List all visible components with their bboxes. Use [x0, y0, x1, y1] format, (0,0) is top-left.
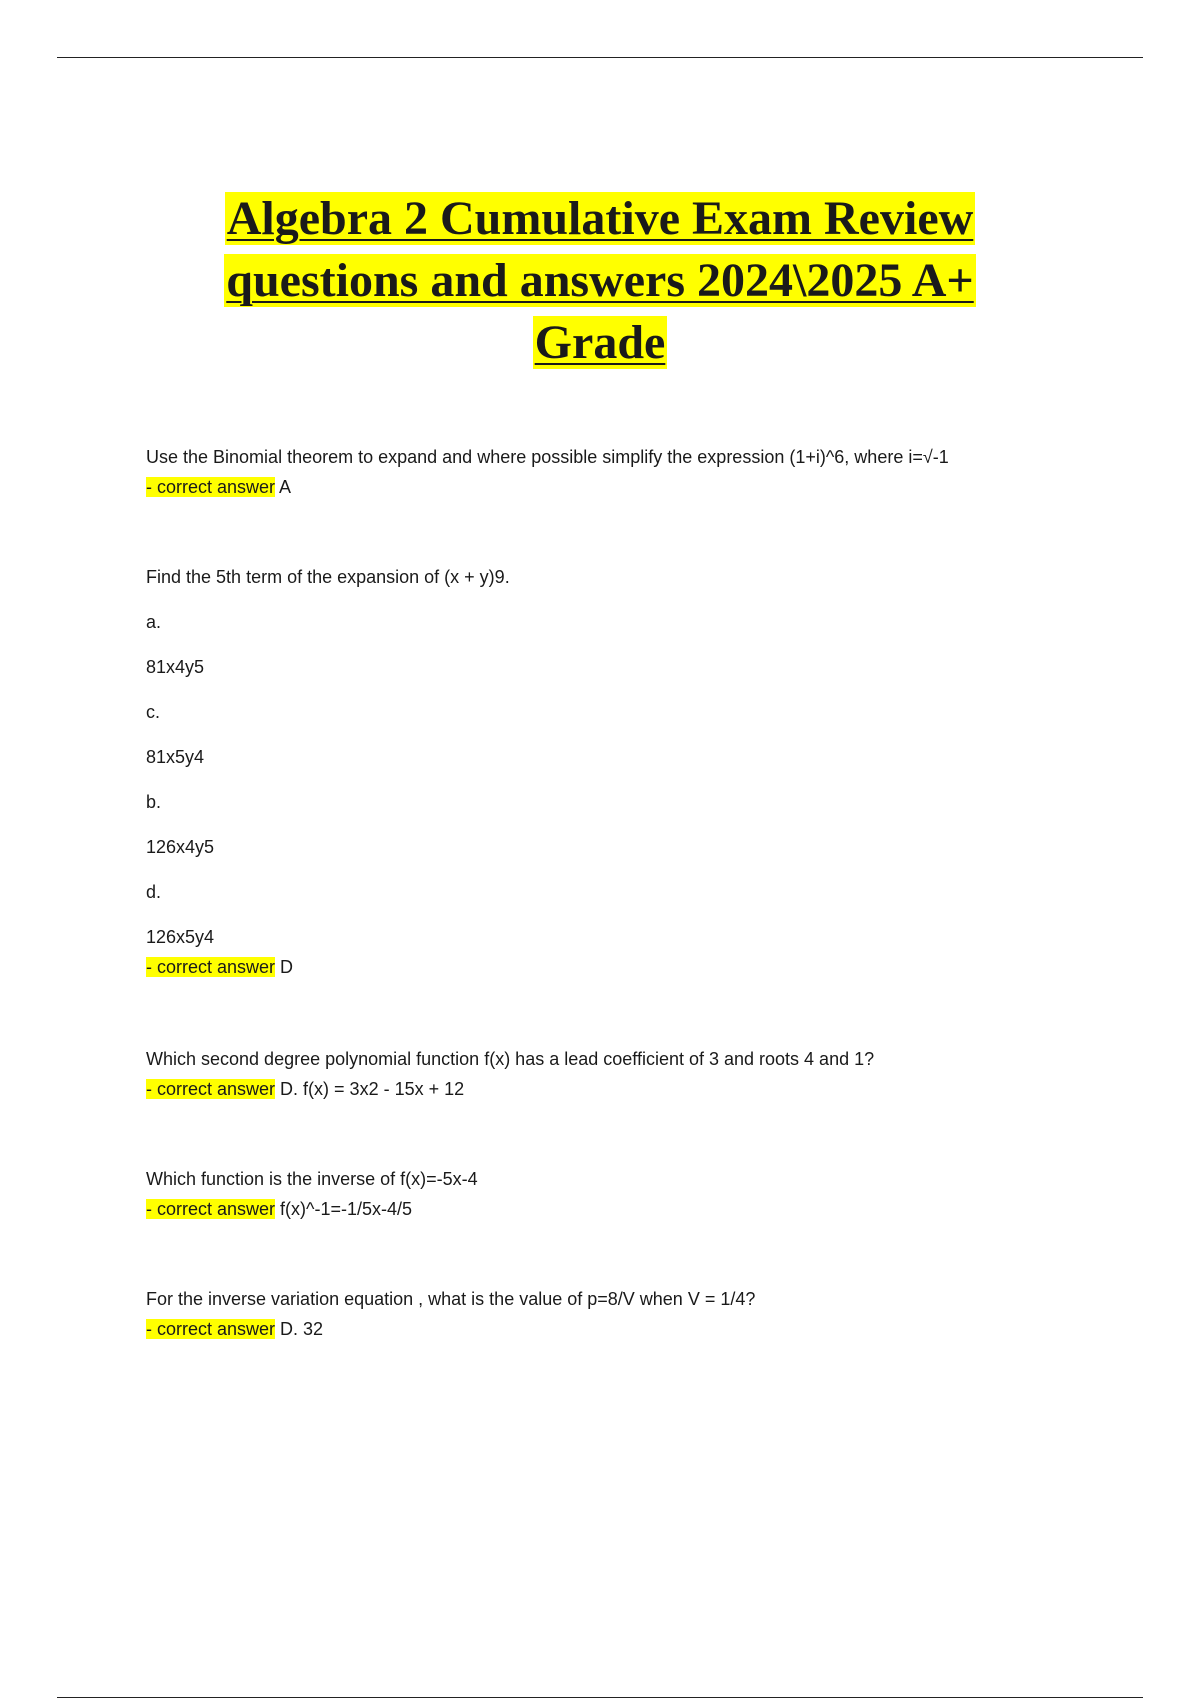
title-line-3: Grade	[534, 316, 666, 369]
question-3-answer	[146, 1074, 874, 1104]
question-1-text: Use the Binomial theorem to expand and where possible simplify the expression (1+i)^6, where i=√-1	[146, 447, 949, 467]
option-label-b: b.	[146, 792, 162, 812]
question-4-answer-value: f(x)^-1=-1/5x-4/5	[275, 1199, 413, 1219]
question-2-answer-value: D	[275, 957, 294, 977]
option-value-d: 126x5y4	[146, 927, 215, 947]
option-label-c: c.	[146, 702, 161, 722]
footer-rule	[57, 1697, 1143, 1698]
question-2-answer	[146, 952, 510, 982]
title-line-1: Algebra 2 Cumulative Exam Review	[226, 192, 974, 245]
answer-prefix-1: - correct answer	[146, 477, 276, 497]
question-2	[146, 562, 510, 982]
question-3-answer-value: D. f(x) = 3x2 - 15x + 12	[275, 1079, 465, 1099]
question-4	[146, 1164, 478, 1224]
question-1	[146, 442, 949, 502]
option-label-a: a.	[146, 612, 162, 632]
option-value-b: 126x4y5	[146, 837, 215, 857]
answer-prefix-5: - correct answer	[146, 1319, 276, 1339]
header-rule	[57, 57, 1143, 58]
question-5-answer-value: D. 32	[275, 1319, 324, 1339]
title-line-2: questions and answers 2024\2025 A+	[226, 254, 974, 307]
question-5-text: For the inverse variation equation , what is the value of p=8/V when V = 1/4?	[146, 1289, 756, 1309]
question-1-answer-value: A	[275, 477, 292, 497]
question-5	[146, 1284, 755, 1344]
option-label-d: d.	[146, 882, 162, 902]
answer-prefix-3: - correct answer	[146, 1079, 276, 1099]
question-4-text: Which function is the inverse of f(x)=-5x-4	[146, 1169, 478, 1189]
option-value-c: 81x5y4	[146, 747, 205, 767]
question-2-text: Find the 5th term of the expansion of (x + y)9.	[146, 567, 510, 587]
option-value-a: 81x4y5	[146, 657, 205, 677]
answer-prefix-4: - correct answer	[146, 1199, 276, 1219]
question-5-answer	[146, 1314, 755, 1344]
question-4-answer	[146, 1194, 478, 1224]
question-3-text: Which second degree polynomial function f(x) has a lead coefficient of 3 and roots 4 and 1?	[146, 1049, 875, 1069]
question-3	[146, 1044, 874, 1104]
document-title	[100, 188, 1100, 374]
question-1-answer	[146, 472, 949, 502]
answer-prefix-2: - correct answer	[146, 957, 276, 977]
